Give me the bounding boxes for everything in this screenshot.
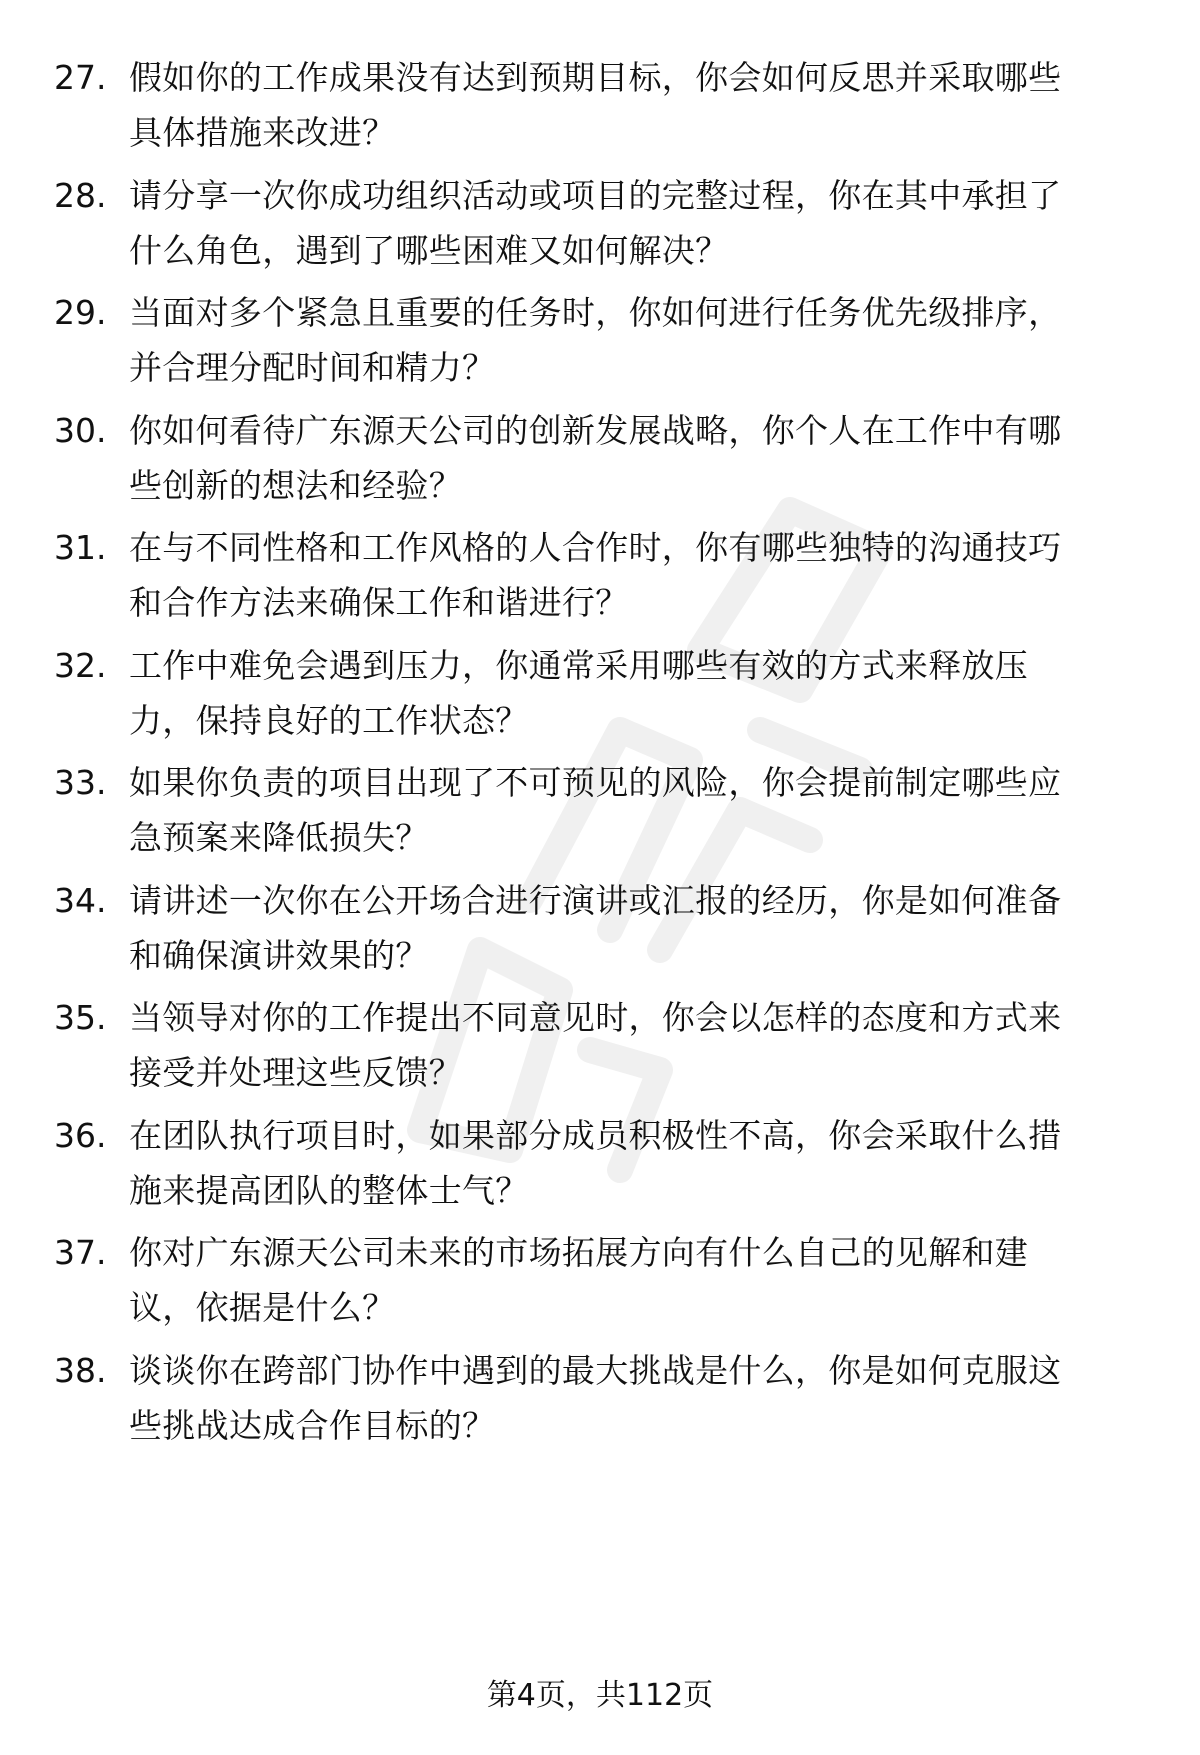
question-item	[0, 873, 1200, 983]
question-text-line: 你如何看待广东源天公司的创新发展战略，你个人在工作中有哪	[129, 411, 1062, 450]
question-text-line: 急预案来降低损失？	[129, 818, 429, 857]
question-text	[129, 168, 1154, 278]
question-text-line: 请讲述一次你在公开场合进行演讲或汇报的经历，你是如何准备	[129, 881, 1062, 920]
question-number: 30.	[54, 411, 107, 450]
question-text	[129, 990, 1154, 1100]
question-text-line: 些创新的想法和经验？	[129, 466, 462, 505]
question-text	[129, 873, 1154, 983]
question-text-line: 力，保持良好的工作状态？	[129, 701, 529, 740]
question-item	[0, 285, 1200, 395]
question-text	[129, 755, 1154, 865]
question-text-line: 你对广东源天公司未来的市场拓展方向有什么自己的见解和建	[129, 1233, 1029, 1272]
question-text-line: 施来提高团队的整体士气？	[129, 1171, 529, 1210]
question-text	[129, 520, 1154, 630]
question-text-line: 在与不同性格和工作风格的人合作时，你有哪些独特的沟通技巧	[129, 528, 1062, 567]
question-text-line: 如果你负责的项目出现了不可预见的风险，你会提前制定哪些应	[129, 763, 1062, 802]
question-text-line: 在团队执行项目时，如果部分成员积极性不高，你会采取什么措	[129, 1116, 1062, 1155]
question-text	[129, 403, 1154, 513]
question-text-line: 当领导对你的工作提出不同意见时，你会以怎样的态度和方式来	[129, 998, 1062, 1037]
question-text	[129, 1343, 1154, 1453]
page-footer: 第4页，共112页	[486, 1678, 714, 1713]
question-item	[0, 403, 1200, 513]
question-item	[0, 1108, 1200, 1218]
question-text-line: 些挑战达成合作目标的？	[129, 1406, 496, 1445]
question-number: 38.	[54, 1351, 107, 1390]
question-number: 31.	[54, 528, 107, 567]
question-text	[129, 285, 1154, 395]
question-item	[0, 1225, 1200, 1335]
question-number: 34.	[54, 881, 107, 920]
question-text-line: 并合理分配时间和精力？	[129, 348, 496, 387]
question-text	[129, 1108, 1154, 1218]
question-text-line: 当面对多个紧急且重要的任务时，你如何进行任务优先级排序，	[129, 293, 1062, 332]
question-text-line: 什么角色，遇到了哪些困难又如何解决？	[129, 231, 729, 270]
question-item	[0, 520, 1200, 630]
question-text	[129, 638, 1154, 748]
question-item	[0, 638, 1200, 748]
question-item	[0, 1343, 1200, 1453]
question-text-line: 和合作方法来确保工作和谐进行？	[129, 583, 629, 622]
question-item	[0, 50, 1200, 160]
question-text-line: 工作中难免会遇到压力，你通常采用哪些有效的方式来释放压	[129, 646, 1029, 685]
question-item	[0, 990, 1200, 1100]
question-text-line: 请分享一次你成功组织活动或项目的完整过程，你在其中承担了	[129, 176, 1062, 215]
question-number: 37.	[54, 1233, 107, 1272]
question-text	[129, 50, 1154, 160]
question-number: 35.	[54, 998, 107, 1037]
question-number: 27.	[54, 58, 107, 97]
question-text	[129, 1225, 1154, 1335]
question-text-line: 假如你的工作成果没有达到预期目标，你会如何反思并采取哪些	[129, 58, 1062, 97]
question-number: 33.	[54, 763, 107, 802]
question-number: 28.	[54, 176, 107, 215]
question-text-line: 接受并处理这些反馈？	[129, 1053, 462, 1092]
question-text-line: 具体措施来改进？	[129, 113, 396, 152]
question-text-line: 谈谈你在跨部门协作中遇到的最大挑战是什么，你是如何克服这	[129, 1351, 1062, 1390]
question-text-line: 和确保演讲效果的？	[129, 936, 429, 975]
question-item	[0, 168, 1200, 278]
question-item	[0, 755, 1200, 865]
question-number: 29.	[54, 293, 107, 332]
question-number: 32.	[54, 646, 107, 685]
question-number: 36.	[54, 1116, 107, 1155]
question-text-line: 议，依据是什么？	[129, 1288, 396, 1327]
